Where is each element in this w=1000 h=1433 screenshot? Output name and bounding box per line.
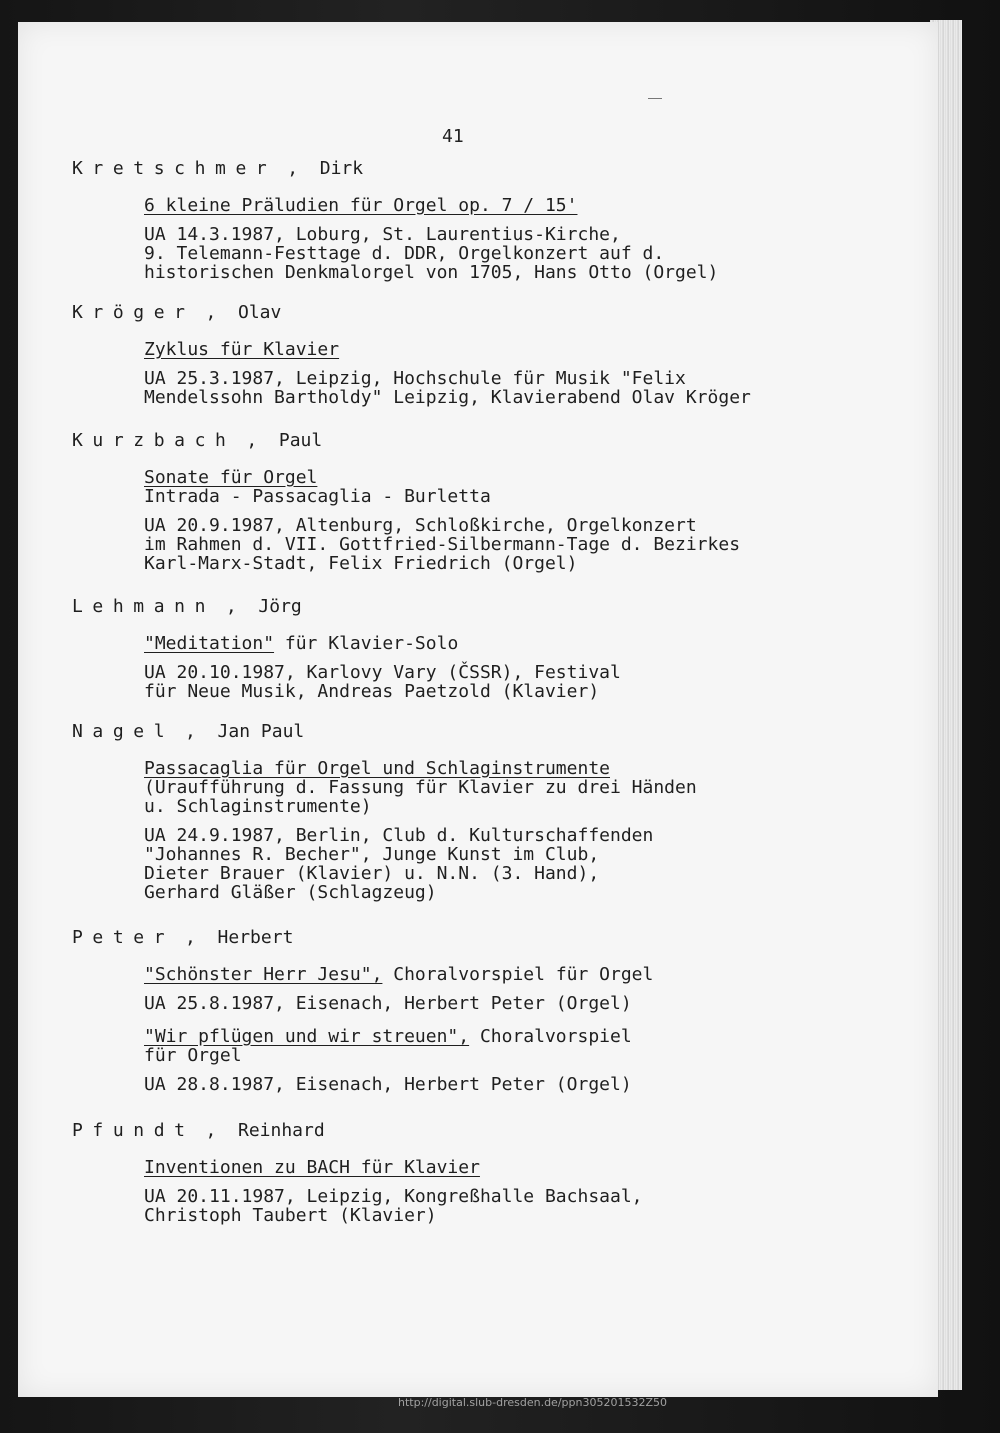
work-title-line <box>144 759 940 778</box>
composer-given-name: Dirk <box>319 158 364 179</box>
work-title-tail: Choralvorspiel <box>469 1026 632 1047</box>
premiere-line: für Neue Musik, Andreas Paetzold (Klavier) <box>144 681 600 702</box>
work <box>144 468 940 573</box>
composer-heading <box>72 927 940 949</box>
work-title-tail: für Klavier-Solo <box>274 633 459 654</box>
work-title: Zyklus für Klavier <box>144 339 340 360</box>
work-title: 6 kleine Präludien für Orgel op. 7 / 15' <box>144 195 578 216</box>
page-number: 41 <box>442 126 464 147</box>
premiere-info <box>144 369 940 407</box>
premiere-info <box>144 225 940 282</box>
composer-heading <box>72 158 940 180</box>
composer-heading <box>72 430 940 452</box>
composer-separator: , <box>174 927 218 948</box>
composer-separator: , <box>276 158 320 179</box>
premiere-info <box>144 994 940 1013</box>
work-title-line <box>144 1158 940 1177</box>
composer-heading <box>72 721 940 743</box>
premiere-line: Dieter Brauer (Klavier) u. N.N. (3. Hand), <box>144 863 600 884</box>
work-title: Passacaglia für Orgel und Schlaginstrumente <box>144 758 610 779</box>
composer-entry <box>72 721 940 902</box>
premiere-line: UA 20.11.1987, Leipzig, Kongreßhalle Bachsaal, <box>144 1186 643 1207</box>
composer-heading <box>72 596 940 618</box>
premiere-info <box>144 1075 940 1094</box>
work-title: "Wir pflügen und wir streuen", <box>144 1026 470 1047</box>
composer-given-name: Jan Paul <box>217 721 305 742</box>
composer-separator: , <box>235 430 279 451</box>
work-subtitle-line: für Orgel <box>144 1045 242 1066</box>
work-title-tail: Choralvorspiel für Orgel <box>382 964 654 985</box>
work-title: Inventionen zu BACH für Klavier <box>144 1157 480 1178</box>
composer-surname: Kröger <box>72 302 195 323</box>
composer-separator: , <box>194 302 238 323</box>
premiere-line: Christoph Taubert (Klavier) <box>144 1205 437 1226</box>
work <box>144 1158 940 1225</box>
work-title-line <box>144 196 940 215</box>
premiere-line: UA 28.8.1987, Eisenach, Herbert Peter (Orgel) <box>144 1074 632 1095</box>
premiere-info <box>144 1187 940 1225</box>
premiere-info <box>144 826 940 902</box>
work-subtitle-line: (Uraufführung d. Fassung für Klavier zu drei Händen <box>144 777 697 798</box>
work-subtitle-line: Intrada - Passacaglia - Burletta <box>144 486 491 507</box>
composer-surname: Peter <box>72 927 175 948</box>
composer-surname: Pfundt <box>72 1120 195 1141</box>
premiere-info <box>144 516 940 573</box>
premiere-line: UA 20.10.1987, Karlovy Vary (ČSSR), Festival <box>144 662 621 683</box>
premiere-line: Karl-Marx-Stadt, Felix Friedrich (Orgel) <box>144 553 578 574</box>
work <box>144 965 940 1013</box>
work <box>144 634 940 701</box>
work-title-line <box>144 634 940 653</box>
composer-separator: , <box>194 1120 238 1141</box>
composer-surname: Nagel <box>72 721 175 742</box>
composer-entry <box>72 927 940 1094</box>
composer-entry <box>72 302 940 407</box>
composer-heading <box>72 302 940 324</box>
composer-entry <box>72 596 940 701</box>
composer-surname: Lehmann <box>72 596 216 617</box>
work-title-line <box>144 965 940 984</box>
composer-separator: , <box>174 721 218 742</box>
premiere-line: 9. Telemann-Festtage d. DDR, Orgelkonzert auf d. <box>144 243 665 264</box>
premiere-line: UA 20.9.1987, Altenburg, Schloßkirche, Orgelkonzert <box>144 515 697 536</box>
composer-given-name: Jörg <box>258 596 302 617</box>
composer-entry <box>72 1120 940 1225</box>
work-title: "Schönster Herr Jesu", <box>144 964 383 985</box>
premiere-line: historischen Denkmalorgel von 1705, Hans Otto (Orgel) <box>144 262 719 283</box>
work-subtitle-line: u. Schlaginstrumente) <box>144 796 372 817</box>
premiere-line: UA 14.3.1987, Loburg, St. Laurentius-Kirche, <box>144 224 621 245</box>
composer-surname: Kretschmer <box>72 158 277 179</box>
premiere-line: UA 24.9.1987, Berlin, Club d. Kulturschaffenden <box>144 825 654 846</box>
work-title-line <box>144 340 940 359</box>
work <box>144 759 940 902</box>
work-title: Sonate für Orgel <box>144 467 318 488</box>
composer-given-name: Olav <box>237 302 282 323</box>
premiere-line: "Johannes R. Becher", Junge Kunst im Club, <box>144 844 600 865</box>
premiere-line: Gerhard Gläßer (Schlagzeug) <box>144 882 437 903</box>
composer-separator: , <box>215 596 259 617</box>
premiere-info <box>144 663 940 701</box>
work <box>144 196 940 282</box>
premiere-line: UA 25.3.1987, Leipzig, Hochschule für Musik "Felix <box>144 368 686 389</box>
composer-given-name: Herbert <box>217 927 294 948</box>
composer-given-name: Reinhard <box>237 1120 325 1141</box>
work-title: "Meditation" <box>144 633 275 654</box>
work-title-line <box>144 468 940 487</box>
scan-mark <box>648 98 662 99</box>
composer-entry <box>72 430 940 573</box>
premiere-line: Mendelssohn Bartholdy" Leipzig, Klavierabend Olav Kröger <box>144 387 751 408</box>
premiere-line: UA 25.8.1987, Eisenach, Herbert Peter (Orgel) <box>144 993 632 1014</box>
composer-given-name: Paul <box>278 430 323 451</box>
footer-url: http://digital.slub-dresden.de/ppn305201532Z50 <box>398 1396 667 1409</box>
work <box>144 340 940 407</box>
composer-surname: Kurzbach <box>72 430 236 451</box>
work <box>144 1027 940 1094</box>
composer-heading <box>72 1120 940 1142</box>
work-title-line <box>144 1027 940 1046</box>
premiere-line: im Rahmen d. VII. Gottfried-Silbermann-Tage d. Bezirkes <box>144 534 741 555</box>
composer-entry <box>72 158 940 282</box>
